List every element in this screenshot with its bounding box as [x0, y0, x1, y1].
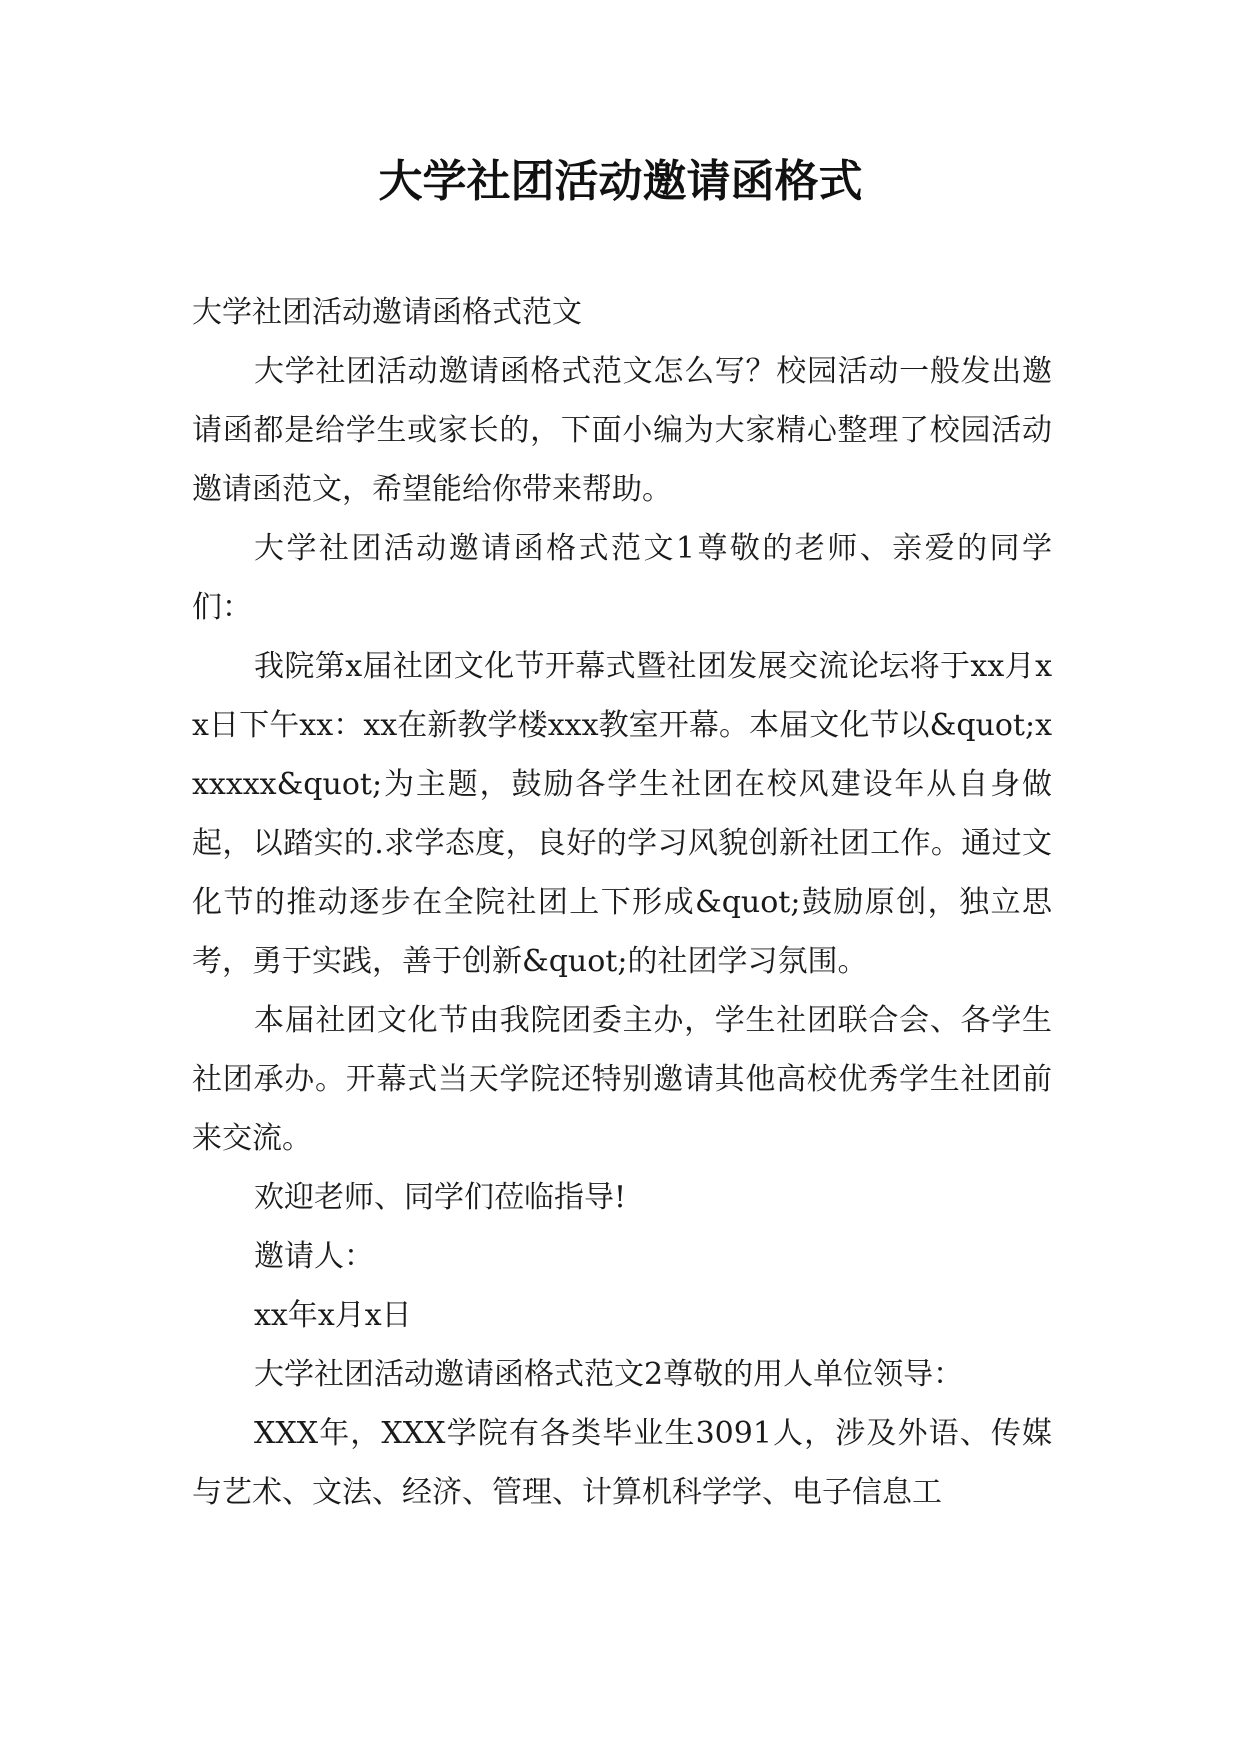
inviter-label: 邀请人： — [254, 1239, 374, 1274]
date-line: xx年x月x日 — [254, 1298, 412, 1333]
sample-2-heading-paragraph: 大学社团活动邀请函格式范文2尊敬的用人单位领导： — [254, 1357, 964, 1392]
intro-paragraph: 大学社团活动邀请函格式范文怎么写？校园活动一般发出邀请函都是给学生或家长的，下面小编为大家精心整理了校园活动邀请函范文，希望能给你带来帮助。 — [192, 354, 1052, 507]
welcome-paragraph: 欢迎老师、同学们莅临指导! — [254, 1180, 627, 1215]
sample-1-body-paragraph: 我院第x届社团文化节开幕式暨社团发展交流论坛将于xx月xx日下午xx：xx在新教学楼xxx教室开幕。本届文化节以&quot;xxxxxx&quot;为主题，鼓励各学生社团在校风建设年从自身做起，以踏实的.求学态度，良好的学习风貌创新社团工作。通过文化节的推动逐步在全院社团上下形成&quot;鼓励原创，独立思考，勇于实践，善于创新&quot;的社团学习氛围。 — [192, 649, 1052, 979]
subtitle-paragraph: 大学社团活动邀请函格式范文 — [192, 295, 582, 330]
sample-1-organizer-paragraph: 本届社团文化节由我院团委主办，学生社团联合会、各学生社团承办。开幕式当天学院还特别邀请其他高校优秀学生社团前来交流。 — [192, 1003, 1052, 1156]
document-body — [192, 283, 1052, 1522]
document-title: 大学社团活动邀请函格式 — [378, 156, 863, 207]
sample-2-body-paragraph: XXX年，XXX学院有各类毕业生3091人，涉及外语、传媒与艺术、文法、经济、管理、计算机科学学、电子信息工 — [192, 1416, 1052, 1510]
sample-1-heading-paragraph: 大学社团活动邀请函格式范文1尊敬的老师、亲爱的同学们： — [192, 531, 1052, 625]
